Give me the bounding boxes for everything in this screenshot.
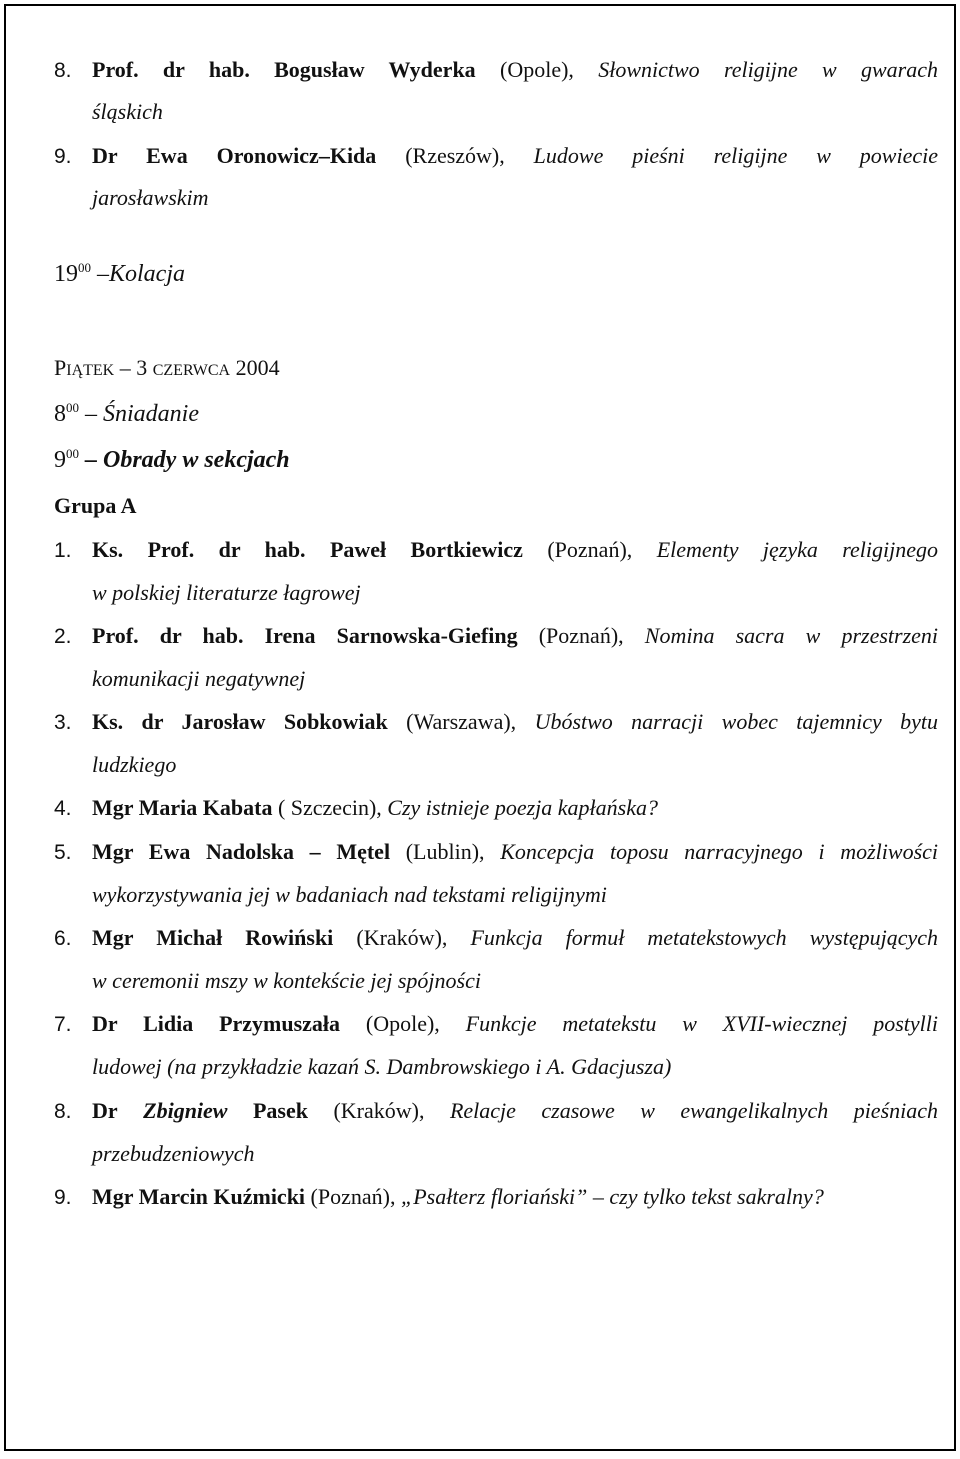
list-item	[54, 1097, 938, 1126]
talk-title: Ubóstwo narracji wobec tajemnicy bytu	[534, 709, 939, 734]
speaker-name: Mgr Marcin Kuźmicki	[92, 1184, 306, 1209]
year: 2004	[230, 355, 280, 380]
talk-title: Czy istnieje poezja kapłańska?	[387, 795, 658, 820]
day-name-initial: P	[54, 355, 67, 380]
talk-title-continued: komunikacji negatywnej	[92, 666, 306, 691]
schedule-minutes: 00	[66, 446, 79, 461]
talk-title-continued: wykorzystywania jej w badaniach nad tekstami religijnymi	[92, 882, 607, 907]
talk-title-continued: w polskiej literaturze łagrowej	[92, 580, 361, 605]
group-label: Grupa A	[54, 493, 137, 518]
speaker-title: Dr	[92, 1098, 118, 1123]
talk-title-continued: ludzkiego	[92, 752, 177, 777]
item-number: 9.	[54, 1186, 72, 1209]
list-item-continuation	[92, 579, 938, 607]
list-item	[54, 622, 938, 651]
speaker-name: Ks. Prof. dr hab. Paweł Bortkiewicz	[92, 537, 523, 562]
list-item	[54, 794, 938, 823]
schedule-label: – Śniadanie	[85, 401, 199, 427]
talk-title: Koncepcja toposu narracyjnego i możliwości	[500, 839, 939, 864]
talk-title: Nomina sacra w przestrzeni	[644, 623, 939, 648]
talk-title-continued: ludowej (na przykładzie kazań S. Dambrowskiego i A. Gdacjusza)	[92, 1054, 672, 1079]
talk-title-continued: w ceremonii mszy w kontekście jej spójności	[92, 968, 481, 993]
speaker-name: Dr Lidia Przymuszała	[92, 1011, 341, 1036]
talk-title: Ludowe pieśni religijne w powiecie	[533, 143, 939, 168]
schedule-breakfast	[54, 400, 938, 428]
speaker-place: (Kraków),	[333, 1098, 425, 1123]
speaker-name: Ks. dr Jarosław Sobkowiak	[92, 709, 388, 734]
schedule-minutes: 00	[78, 260, 91, 275]
speaker-place: (Opole),	[500, 57, 574, 82]
speaker-place: (Kraków),	[356, 925, 448, 950]
item-number: 4.	[54, 797, 72, 820]
item-number: 3.	[54, 711, 72, 734]
speaker-name: Mgr Maria Kabata	[92, 795, 273, 820]
schedule-label: –Kolacja	[97, 261, 185, 287]
day-dash: – 3	[114, 355, 153, 380]
talk-title-continued: przebudzeniowych	[92, 1141, 255, 1166]
talk-title: Funkcja formuł metatekstowych występujących	[470, 925, 939, 950]
list-item	[54, 536, 938, 565]
speaker-name: Dr Ewa Oronowicz–Kida	[92, 143, 377, 168]
list-item-continuation	[92, 1140, 938, 1168]
list-item	[54, 708, 938, 737]
speaker-first-name: Zbigniew	[143, 1098, 228, 1123]
speaker-name: Prof. dr hab. Bogusław Wyderka	[92, 57, 476, 82]
list-item-continuation	[92, 184, 938, 212]
list-item-continuation	[92, 881, 938, 909]
item-number: 6.	[54, 927, 72, 950]
item-number: 7.	[54, 1013, 72, 1036]
item-number: 2.	[54, 625, 72, 648]
list-item-continuation	[92, 98, 938, 126]
speaker-place: (Poznań),	[310, 1184, 396, 1209]
speaker-place: (Poznań),	[538, 623, 624, 648]
speaker-place: (Rzeszów),	[405, 143, 505, 168]
talk-title: Słownictwo religijne w gwarach	[598, 57, 938, 82]
schedule-hour: 8	[54, 401, 66, 427]
month-name: CZERWCA	[152, 362, 231, 379]
schedule-label: – Obrady w sekcjach	[85, 447, 290, 473]
talk-title: „Psałterz floriański” – czy tylko tekst sakralny?	[400, 1184, 824, 1209]
schedule-sessions	[54, 446, 938, 474]
list-item	[54, 924, 938, 953]
item-number: 9.	[54, 145, 72, 168]
item-number: 8.	[54, 59, 72, 82]
speaker-place: (Opole),	[365, 1011, 440, 1036]
talk-title: Elementy języka religijnego	[656, 537, 939, 562]
talk-title: Funkcje metatekstu w XVII-wiecznej postylli	[465, 1011, 939, 1036]
document-page	[4, 4, 956, 1451]
item-number: 5.	[54, 841, 72, 864]
talk-title-continued: jarosławskim	[92, 185, 209, 210]
schedule-hour: 19	[54, 261, 78, 287]
schedule-supper	[54, 260, 938, 288]
group-heading	[54, 492, 938, 520]
list-item	[54, 838, 938, 867]
talk-title-continued: śląskich	[92, 99, 163, 124]
list-item	[54, 1183, 938, 1212]
list-item-continuation	[92, 967, 938, 995]
list-item-continuation	[92, 665, 938, 693]
schedule-hour: 9	[54, 447, 66, 473]
list-item-continuation	[92, 751, 938, 779]
list-item	[54, 56, 938, 85]
day-heading	[54, 354, 938, 385]
speaker-name: Mgr Ewa Nadolska – Mętel	[92, 839, 391, 864]
list-item-continuation	[92, 1053, 938, 1081]
speaker-place: (Poznań),	[547, 537, 633, 562]
speaker-surname: Pasek	[252, 1098, 308, 1123]
item-number: 8.	[54, 1100, 72, 1123]
item-number: 1.	[54, 539, 72, 562]
list-item	[54, 1010, 938, 1039]
speaker-place: (Warszawa),	[406, 709, 517, 734]
schedule-minutes: 00	[66, 400, 79, 415]
list-item	[54, 142, 938, 171]
day-name-rest: IĄTEK	[66, 362, 115, 379]
speaker-place: ( Szczecin),	[277, 795, 382, 820]
speaker-name: Mgr Michał Rowiński	[92, 925, 334, 950]
speaker-place: (Lublin),	[405, 839, 485, 864]
speaker-name: Prof. dr hab. Irena Sarnowska-Giefing	[92, 623, 518, 648]
talk-title: Relacje czasowe w ewangelikalnych pieśniach	[449, 1098, 939, 1123]
